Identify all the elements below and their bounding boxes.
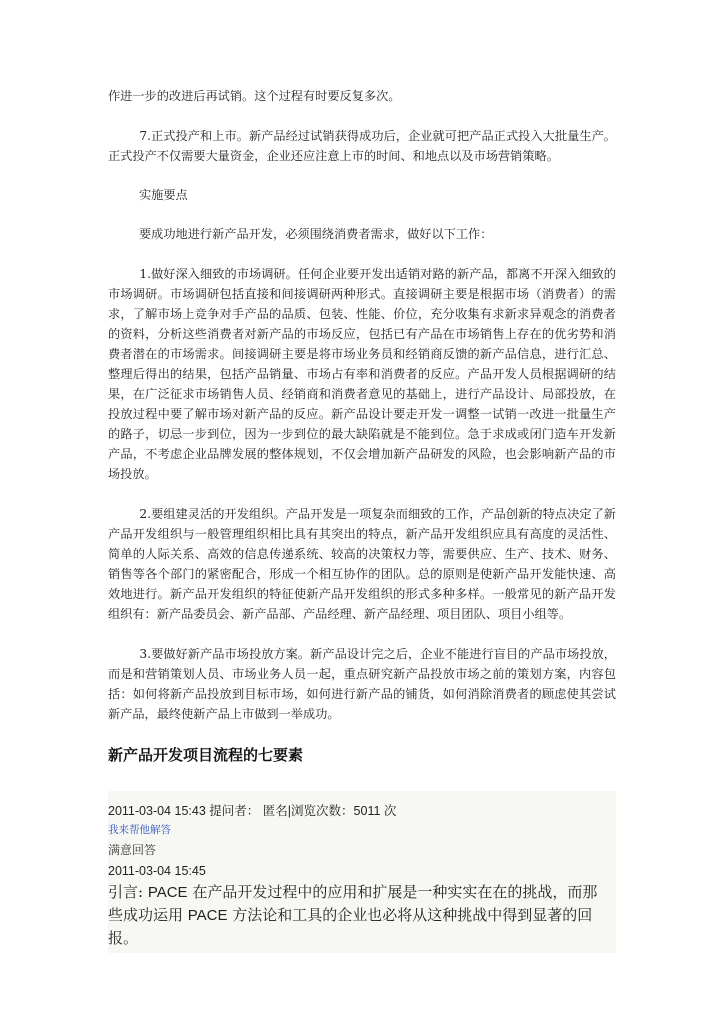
meta-separator: | (287, 804, 292, 818)
answer-panel (108, 791, 616, 953)
question-datetime: 2011-03-04 15:43 (108, 804, 206, 818)
paragraph-point-1: 1.做好深入细致的市场调研。任何企业要开发出适销对路的新产品，都离不开深入细致的市场调研。市场调研包括直接和间接调研两种形式。直接调研主要是根据市场（消费者）的需求，了解市场上竞争对手产品的品质、包装、性能、价位，充分收集有求新求异观念的消费者的资料，分析这些消费者对新产品的市场反应，包括已有产品在市场销售上存在的优劣势和消费者潜在的市场需求。间接调研主要是将市场业务员和经销商反馈的新产品信息，进行汇总、整理后得出的结果，包括产品销量、市场占有率和消费者的反应。产品开发人员根据调研的结果，在广泛征求市场销售人员、经销商和消费者意见的基础上，进行产品设计、局部投放，在投放过程中要了解市场对新产品的反应。新产品设计要走开发一调整一试销一改进一批量生产的路子，切忌一步到位，因为一步到位的最大缺陷就是不能到位。急于求成或闭门造车开发新产品，不考虑企业品牌发展的整体规划，不仅会增加新产品研发的风险，也会影响新产品的市场投放。 (108, 267, 616, 481)
paragraph-point-3: 3.要做好新产品市场投放方案。新产品设计完之后，企业不能进行盲目的产品市场投放，而是和营销策划人员、市场业务人员一起，重点研究新产品投放市场之前的策划方案，内容包括：如何将新产品投放到目标市场，如何进行新产品的铺货，如何消除消费者的顾虑使其尝试新产品，最终使新产品上市做到一举成功。 (108, 647, 616, 721)
question-title: 新产品开发项目流程的七要素 (108, 746, 304, 764)
paragraph-point-2: 2.要组建灵活的开发组织。产品开发是一项复杂而细致的工作，产品创新的特点决定了新产品开发组织与一般管理组织相比具有其突出的特点，新产品开发组织应具有高度的灵活性、简单的人际关系、高效的信息传递系统、较高的决策权力等，需要供应、生产、技术、财务、销售等各个部门的紧密配合，形成一个相互协作的团队。总的原则是使新产品开发能快速、高效地进行。新产品开发组织的特征使新产品开发组织的形式多种多样。一般常见的新产品开发组织有：新产品委员会、新产品部、产品经理、新产品经理、项目团队、项目小组等。 (108, 507, 616, 621)
satisfied-answer-label: 满意回答 (108, 843, 157, 857)
views-label: 浏览次数： (291, 804, 354, 818)
section-label-key-points: 实施要点 (108, 188, 188, 202)
document-body (108, 86, 616, 953)
paragraph-step-7: 7.正式投产和上市。新产品经过试销获得成功后，企业就可把产品正式投入大批量生产。正式投产不仅需要大量资金，企业还应注意上市的时间、和地点以及市场营销策略。 (108, 129, 616, 163)
answer-intro-text: 引言: PACE 在产品开发过程中的应用和扩展是一种实实在在的挑战，而那些成功运用 PACE 方法论和工具的企业也必将从这种挑战中得到显著的回报。 (108, 883, 598, 947)
asker-label: 提问者： (209, 804, 260, 818)
paragraph-intro-work: 要成功地进行新产品开发，必须围绕消费者需求，做好以下工作： (108, 227, 493, 241)
question-meta (108, 791, 616, 823)
answer-datetime: 2011-03-04 15:45 (108, 864, 206, 878)
asker-name: 匿名 (262, 804, 288, 818)
paragraph-continuation: 作进一步的改进后再试销。这个过程有时要反复多次。 (108, 89, 401, 103)
help-answer-link[interactable]: 我来帮他解答 (108, 824, 171, 836)
views-count: 5011 次 (353, 804, 397, 818)
